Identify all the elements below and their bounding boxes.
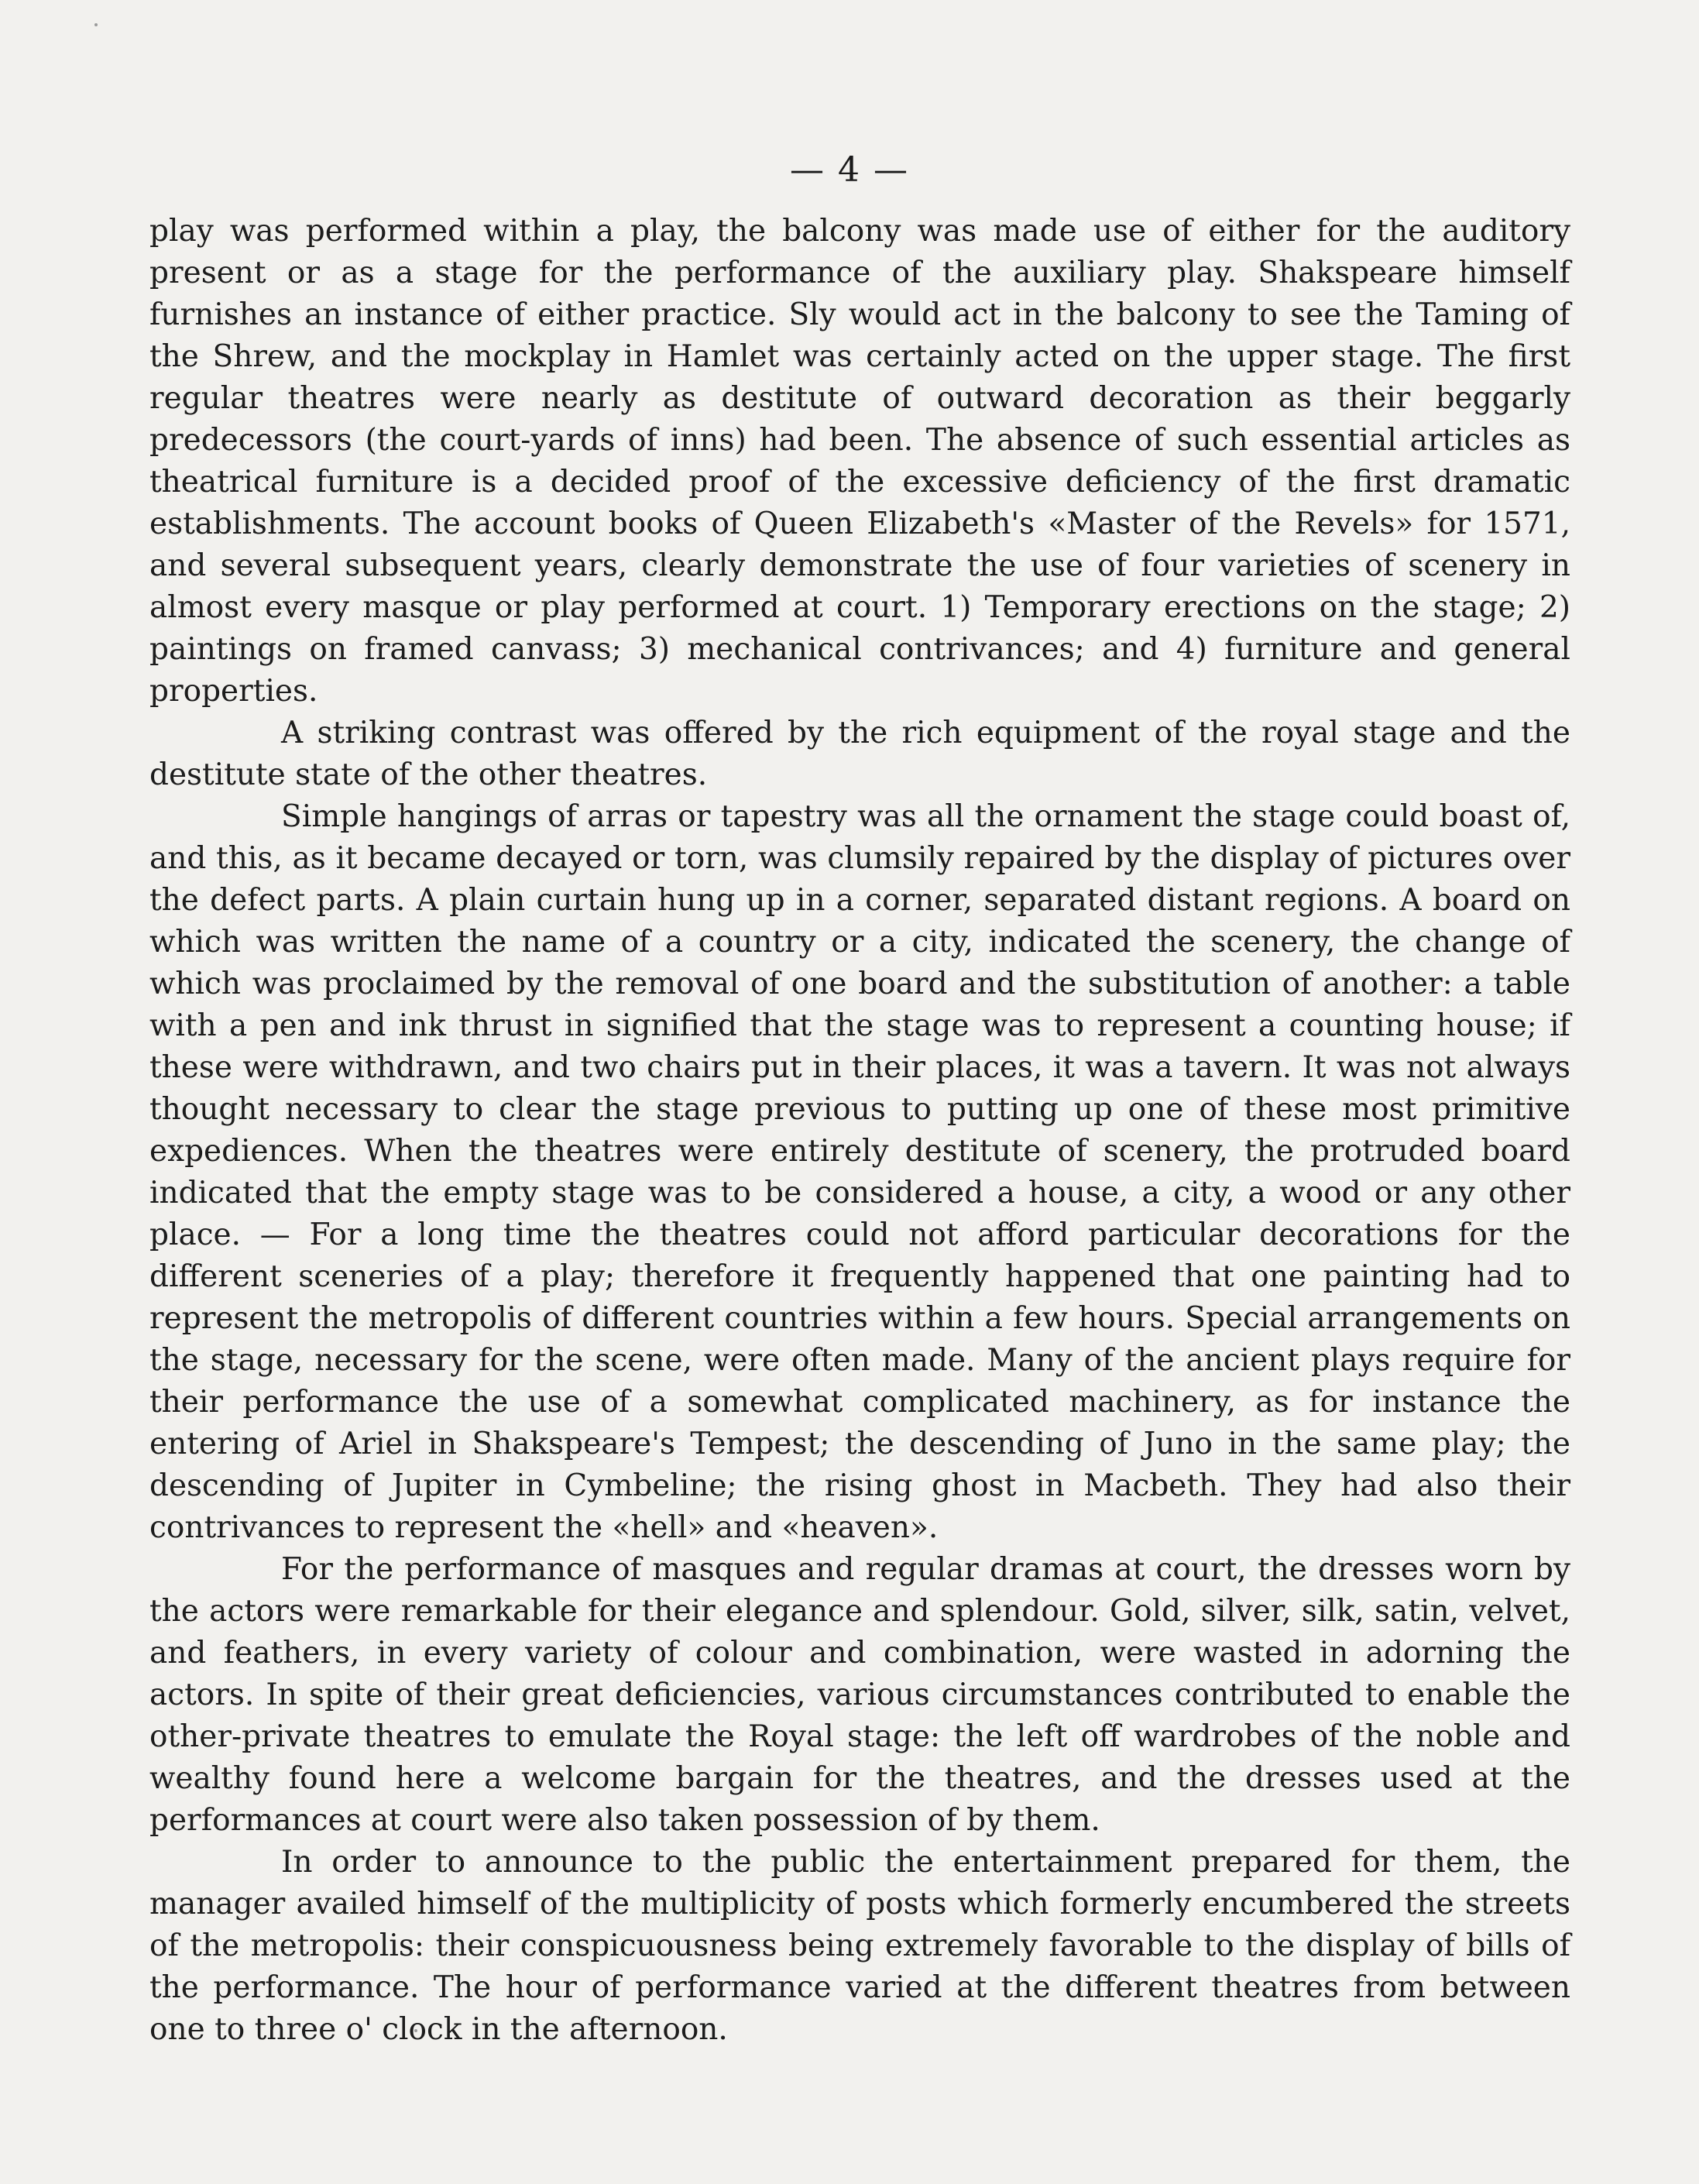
paragraph: play was performed within a play, the balcony was made use of either for the auditory present or as a stage for the performance of the auxiliary play. Shakspeare himself furnishes an instance of either practice. Sly would act in the balcony to see the Taming of the Shrew, and the mockplay in Hamlet was certainly acted on the upper stage. The first regular theatres were nearly as destitute of outward decoration as their beggarly predecessors (the court-yards of inns) had been. The absence of such essential articles as theatrical furniture is a decided proof of the excessive deficiency of the first dramatic establishments. The account books of Queen Elizabeth's «Master of the Revels» for 1571, and several subsequent years, clearly demonstrate the use of four varieties of scenery in almost every masque or play performed at court. 1) Temporary erections on the stage; 2) paintings on framed canvass; 3) mechanical contrivances; and 4) furniture and general properties. <box>149 214 1570 709</box>
paper-speck <box>94 23 98 26</box>
paragraph: A striking contrast was offered by the rich equipment of the royal stage and the destitute state of the other theatres. <box>149 716 1570 792</box>
body-text <box>149 211 1570 2051</box>
paragraph: Simple hangings of arras or tapestry was all the ornament the stage could boast of, and this, as it became decayed or torn, was clumsily repaired by the display of pictures over the defect parts. A plain curtain hung up in a corner, separated distant regions. A board on which was written the name of a country or a city, indicated the scenery, the change of which was proclaimed by the removal of one board and the substitution of another: a table with a pen and ink thrust in signified that the stage was to represent a counting house; if these were withdrawn, and two chairs put in their places, it was a tavern. It was not always thought necessary to clear the stage previous to putting up one of these most primitive expediences. When the theatres were entirely destitute of scenery, the protruded board indicated that the empty stage was to be considered a house, a city, a wood or any other place. — For a long time the theatres could not afford particular decorations for the different sceneries of a play; therefore it frequently happened that one painting had to represent the metropolis of different countries within a few hours. Special arrangements on the stage, necessary for the scene, were often made. Many of the ancient plays require for their performance the use of a somewhat complicated machinery, as for instance the entering of Ariel in Shakspeare's Tempest; the descending of Juno in the same play; the descending of Jupiter in Cymbeline; the rising ghost in Macbeth. They had also their contrivances to represent the «hell» and «heaven». <box>149 799 1570 1545</box>
paragraph: For the performance of masques and regular dramas at court, the dresses worn by the actors were remarkable for their elegance and splendour. Gold, silver, silk, satin, velvet, and feathers, in every variety of colour and combination, were wasted in adorning the actors. In spite of their great deficiencies, various circumstances contributed to enable the other-private theatres to emulate the Royal stage: the left off wardrobes of the noble and wealthy found here a welcome bargain for the theatres, and the dresses used at the performances at court were also taken possession of by them. <box>149 1552 1570 1838</box>
page-number: — 4 — <box>790 150 909 190</box>
paragraph: In order to announce to the public the entertainment prepared for them, the manager availed himself of the multiplicity of posts which formerly encumbered the streets of the metropolis: their conspicuousness being extremely favorable to the display of bills of the performance. The hour of performance varied at the different theatres from between one to three o' clock in the afternoon. <box>149 1845 1570 2047</box>
